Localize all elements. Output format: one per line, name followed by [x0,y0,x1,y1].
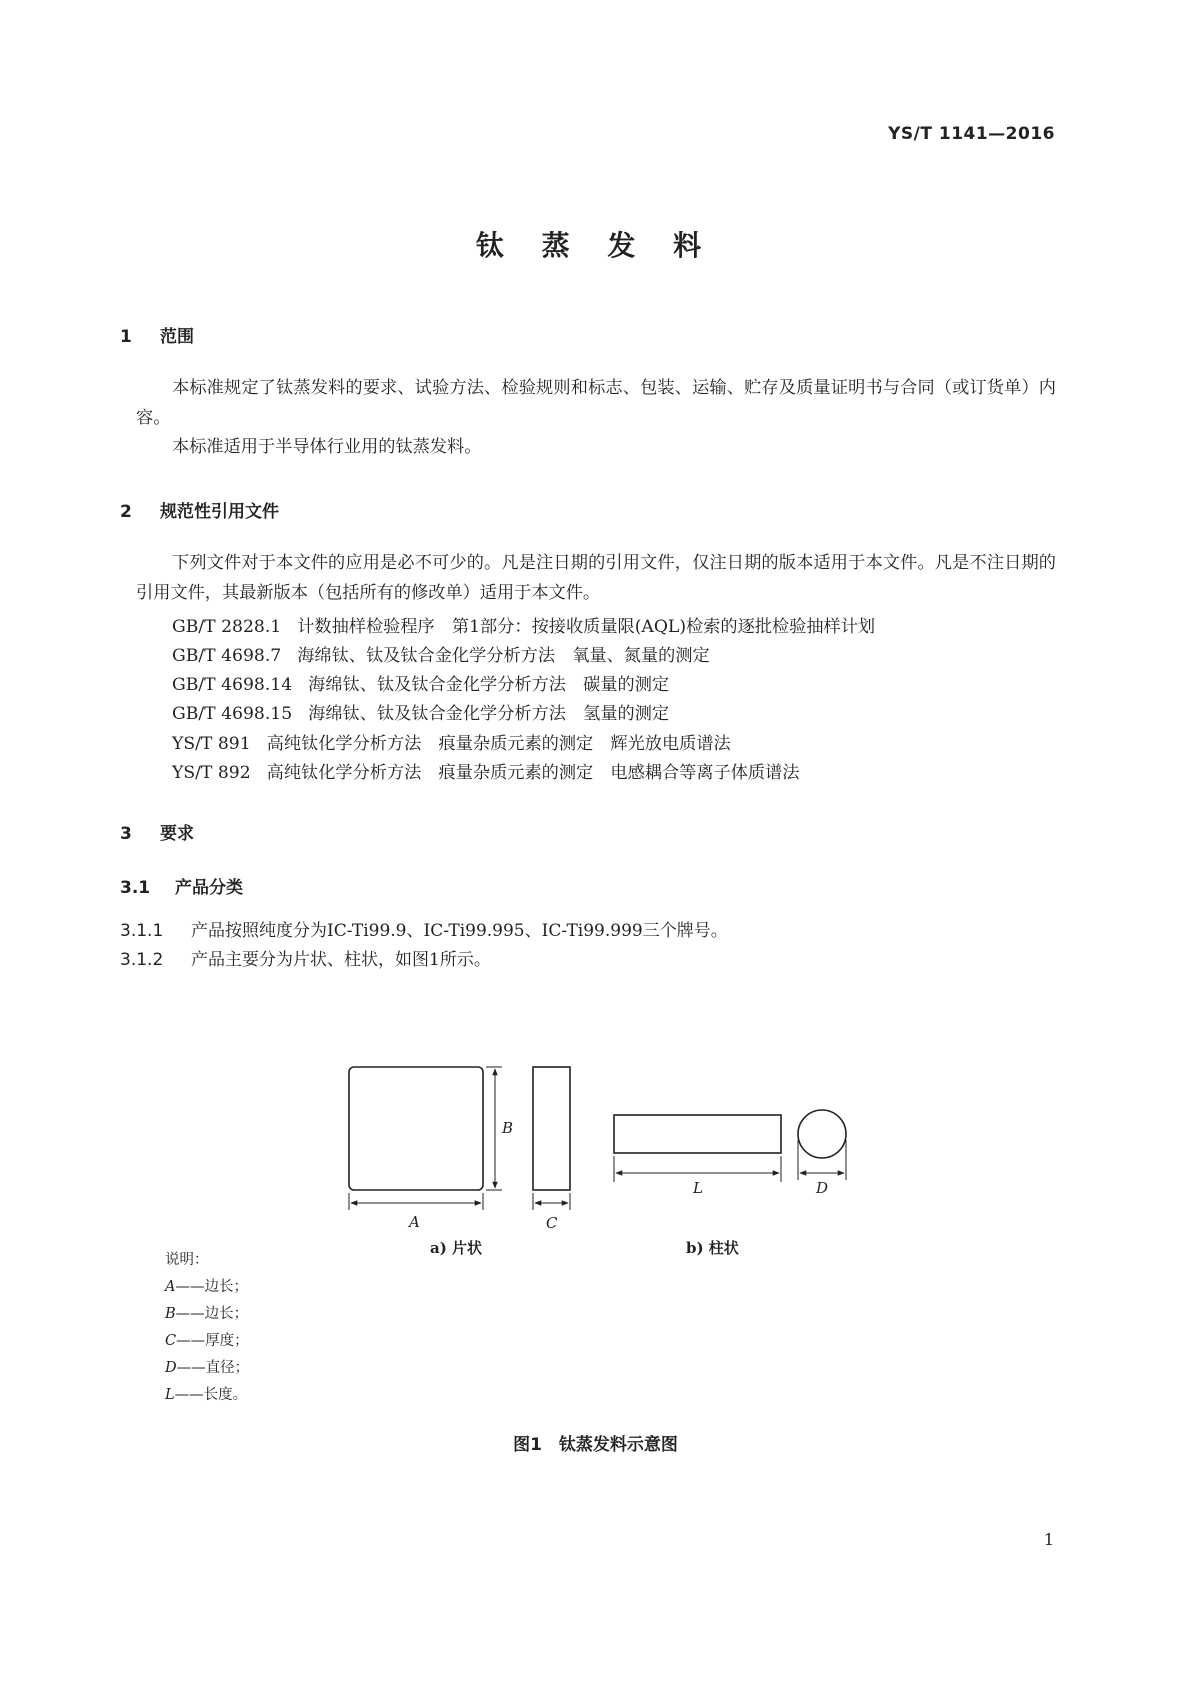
section-number: 3 [120,824,132,844]
reference-title: 计数抽样检验程序 第1部分：按接收质量限(AQL)检索的逐批检验抽样计划 [297,617,876,637]
reference-code: GB/T 4698.14 [172,675,293,695]
plate-edge-shape [533,1067,570,1190]
legend-item: C——厚度； [165,1333,249,1349]
figure-caption: 图1 钛蒸发料示意图 [513,1435,678,1455]
subsection-number: 3.1 [120,878,151,898]
section-1-paragraph-2: 本标准适用于半导体行业用的钛蒸发料。 [172,437,482,457]
section-1-paragraph-1: 本标准规定了钛蒸发料的要求、试验方法、检验规则和标志、包装、运输、贮存及质量证明书与合同（或订货单）内容。 [136,378,1056,428]
section-title: 范围 [160,327,194,347]
label-d: D [816,1179,829,1197]
rod-end-shape [798,1110,846,1158]
reference-code: GB/T 4698.15 [172,704,293,724]
standard-number: YS/T 1141—2016 [888,124,1055,144]
reference-title: 高纯钛化学分析方法 痕量杂质元素的测定 辉光放电质谱法 [266,734,731,754]
clause-number: 3.1.2 [120,950,164,970]
reference-code: GB/T 4698.7 [172,646,282,666]
reference-title: 海绵钛、钛及钛合金化学分析方法 氢量的测定 [308,704,670,724]
reference-code: YS/T 892 [172,763,251,783]
reference-title: 高纯钛化学分析方法 痕量杂质元素的测定 电感耦合等离子体质谱法 [266,763,800,783]
legend-title: 说明： [165,1252,209,1268]
subsection-title: 产品分类 [175,878,243,898]
clause-text: 产品按照纯度分为IC-Ti99.9、IC-Ti99.995、IC-Ti99.999三个牌号。 [191,921,728,941]
section-number: 2 [120,502,132,522]
label-a: A [409,1213,420,1231]
legend-item: A——边长； [165,1279,248,1295]
reference-title: 海绵钛、钛及钛合金化学分析方法 碳量的测定 [308,675,670,695]
reference-code: YS/T 891 [172,734,251,754]
label-c: C [546,1214,558,1232]
clause-number: 3.1.1 [120,921,164,941]
page-number: 1 [1043,1530,1054,1549]
rod-shape [614,1115,781,1153]
legend-item: B——边长； [165,1306,249,1322]
label-b: B [502,1119,514,1137]
section-2-intro: 下列文件对于本文件的应用是必不可少的。凡是注日期的引用文件，仅注日期的版本适用于本文件。凡是不注日期的引用文件，其最新版本（包括所有的修改单）适用于本文件。 [136,553,1056,603]
document-title: 钛 蒸 发 料 [475,229,716,262]
legend-item: D——直径； [165,1360,250,1376]
reference-code: GB/T 2828.1 [172,617,282,637]
figure-legend [165,1247,249,1409]
subfigure-b-caption: b) 柱状 [686,1239,739,1257]
plate-shape [349,1067,483,1190]
reference-title: 海绵钛、钛及钛合金化学分析方法 氧量、氮量的测定 [297,646,710,666]
section-title: 要求 [160,824,194,844]
section-title: 规范性引用文件 [160,502,279,522]
subfigure-a-caption: a) 片状 [430,1239,483,1257]
clause-text: 产品主要分为片状、柱状，如图1所示。 [191,950,491,970]
legend-item: L——长度。 [165,1387,248,1403]
label-l: L [693,1179,703,1197]
section-number: 1 [120,327,132,347]
